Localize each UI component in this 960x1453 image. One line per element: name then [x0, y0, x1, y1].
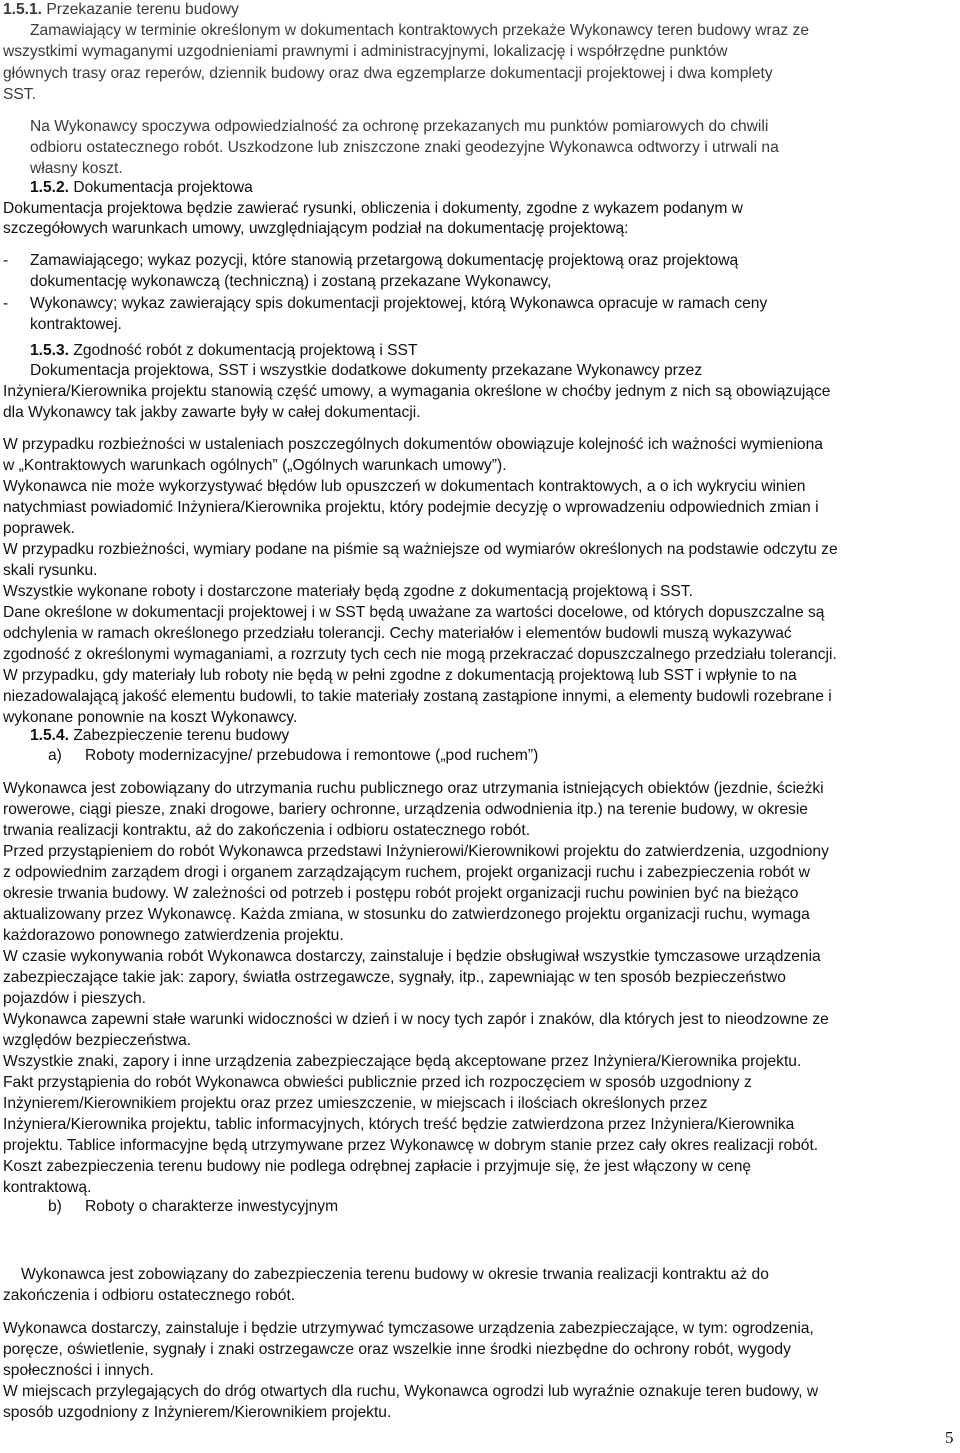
bullet-line: dokumentację wykonawczą (techniczną) i zostaną przekazane Wykonawcy, — [30, 273, 552, 290]
paragraph-line: kontraktową. — [3, 1179, 92, 1196]
paragraph-line: pojazdów i pieszych. — [3, 990, 147, 1007]
paragraph-line: Inżyniera/Kierownika projektu stanowią część umowy, a wymagania określone w choćby jednym z nich są obowiązujące — [3, 383, 831, 400]
paragraph-line: Wszystkie znaki, zapory i inne urządzenia zabezpieczające będą akceptowane przez Inżyniera/Kierownika projektu. — [3, 1053, 802, 1070]
section-number: 1.5.1. — [3, 1, 43, 18]
bullet-dash: - — [3, 252, 9, 269]
section-number: 1.5.2. — [30, 179, 70, 196]
paragraph-line: Wszystkie wykonane roboty i dostarczone materiały będą zgodne z dokumentacją projektową i SST. — [3, 583, 693, 600]
section-heading-1-5-3 — [30, 341, 417, 361]
paragraph-line: Inżynierem/Kierownikiem projektu oraz przez umieszczenie, w miejscach i ilościach określonych przez — [3, 1095, 708, 1112]
paragraph-line: Wykonawca jest zobowiązany do utrzymania ruchu publicznego oraz utrzymania istniejących obiektów (jezdnie, ścieżki — [3, 780, 824, 797]
paragraph-line: odchylenia w ramach określonego przedziału tolerancji. Cechy materiałów i elementów budowli muszą wykazywać — [3, 625, 792, 642]
section-title: Dokumentacja projektowa — [73, 179, 253, 196]
paragraph-line: projektu. Tablice informacyjne będą utrzymywane przez Wykonawcę w dobrym stanie przez cały okres realizacji robót. — [3, 1137, 819, 1154]
paragraph-line: sposób uzgodniony z Inżynierem/Kierownikiem projektu. — [3, 1404, 392, 1421]
paragraph-line: głównych trasy oraz reperów, dziennik budowy oraz dwa egzemplarze dokumentacji projektowej i dwa komplety — [3, 65, 773, 82]
paragraph-line: rowerowe, ciągi piesze, znaki drogowe, bariery ochronne, urządzenia odwodnienia itp.) na terenie budowy, w okresie — [3, 801, 808, 818]
paragraph-line: SST. — [3, 86, 36, 103]
paragraph-line: W czasie wykonywania robót Wykonawca dostarczy, zainstaluje i będzie obsługiwał wszystkie tymczasowe urządzenia — [3, 948, 821, 965]
paragraph-line: każdorazowo ponownego zatwierdzenia projektu. — [3, 927, 344, 944]
paragraph-line: Fakt przystąpienia do robót Wykonawca obwieści publicznie przed ich rozpoczęciem w sposób uzgodniony z — [3, 1074, 752, 1091]
paragraph-line: W przypadku rozbieżności, wymiary podane na piśmie są ważniejsze od wymiarów określonych na podstawie odczytu ze — [3, 541, 838, 558]
paragraph-line: Inżyniera/Kierownika projektu, tablic informacyjnych, których treść będzie zatwierdzona przez Inżyniera/Kierownika — [3, 1116, 795, 1133]
subsection-marker-b: b) — [48, 1198, 62, 1215]
paragraph-line: własny koszt. — [30, 160, 123, 177]
paragraph-line: Dokumentacja projektowa, SST i wszystkie dodatkowe dokumenty przekazane Wykonawcy przez — [30, 362, 703, 379]
paragraph-line: W przypadku rozbieżności w ustaleniach poszczególnych dokumentów obowiązuje kolejność ich ważności wymieniona — [3, 436, 823, 453]
paragraph-line: skali rysunku. — [3, 562, 98, 579]
subsection-marker-a: a) — [48, 747, 62, 764]
paragraph-line: Przed przystąpieniem do robót Wykonawca przedstawi Inżynierowi/Kierownikowi projektu do zatwierdzenia, uzgodniony — [3, 843, 829, 860]
paragraph-line: zgodność z określonymi wymaganiami, a rozrzuty tych cech nie mogą przekraczać dopuszczalnego przedziału tolerancji. — [3, 646, 837, 663]
section-heading-1-5-4 — [30, 726, 289, 746]
paragraph-line: Wykonawca zapewni stałe warunki widoczności w dzień i w nocy tych zapór i znaków, dla których jest to nieodzowne ze — [3, 1011, 829, 1028]
paragraph-line: z odpowiednim zarządem drogi i organem zarządzającym ruchem, projekt organizacji ruchu i zabezpieczenia robót w — [3, 864, 810, 881]
section-title: Przekazanie terenu budowy — [46, 1, 239, 18]
paragraph-line: Wykonawca jest zobowiązany do zabezpieczenia terenu budowy w okresie trwania realizacji kontraktu aż do — [21, 1266, 769, 1283]
paragraph-line: wszystkimi wymaganymi uzgodnieniami prawnymi i administracyjnymi, lokalizację i współrzędne punktów — [3, 43, 728, 60]
paragraph-line: poręcze, oświetlenie, sygnały i znaki ostrzegawcze oraz wszelkie inne środki niezbędne do ochrony robót, wygody — [3, 1341, 791, 1358]
paragraph-line: okresie trwania budowy. W zależności od potrzeb i postępu robót projekt organizacji ruchu powinien być na bieżąco — [3, 885, 799, 902]
bullet-line: Wykonawcy; wykaz zawierający spis dokumentacji projektowej, którą Wykonawca opracuje w ramach ceny — [30, 295, 768, 312]
paragraph-line: Wykonawca dostarczy, zainstaluje i będzie utrzymywać tymczasowe urządzenia zabezpieczające, w tym: ogrodzenia, — [3, 1320, 814, 1337]
paragraph-line: Na Wykonawcy spoczywa odpowiedzialność za ochronę przekazanych mu punktów pomiarowych do chwili — [30, 118, 769, 135]
paragraph-line: Dane określone w dokumentacji projektowej i w SST będą uważane za wartości docelowe, od których dopuszczalne są — [3, 604, 825, 621]
section-title: Zabezpieczenie terenu budowy — [73, 727, 290, 744]
section-heading-1-5-2 — [30, 178, 253, 198]
paragraph-line: niezadowalającą jakość elementu budowli, to takie materiały zostaną zastąpione innymi, a elementy budowli rozebrane i — [3, 688, 832, 705]
paragraph-line: społeczności i innych. — [3, 1362, 154, 1379]
section-heading-1-5-1 — [3, 0, 239, 20]
paragraph-line: odbioru ostatecznego robót. Uszkodzone lub zniszczone znaki geodezyjne Wykonawca odtworzy i utrwali na — [30, 139, 779, 156]
paragraph-line: W przypadku, gdy materiały lub roboty nie będą w pełni zgodne z dokumentacją projektową lub SST i wpłynie to na — [3, 667, 797, 684]
paragraph-line: W miejscach przylegających do dróg otwartych dla ruchu, Wykonawca ogrodzi lub wyraźnie oznakuje teren budowy, w — [3, 1383, 819, 1400]
paragraph-line: Dokumentacja projektowa będzie zawierać rysunki, obliczenia i dokumenty, zgodne z wykazem podanym w — [3, 200, 743, 217]
paragraph-line: Zamawiający w terminie określonym w dokumentach kontraktowych przekaże Wykonawcy teren budowy wraz ze — [30, 22, 809, 39]
bullet-dash: - — [3, 295, 9, 312]
paragraph-line: zabezpieczające takie jak: zapory, światła ostrzegawcze, sygnały, itp., zapewniając w ten sposób bezpieczeństwo — [3, 969, 786, 986]
page-number: 5 — [945, 1428, 954, 1447]
paragraph-line: aktualizowany przez Wykonawcę. Każda zmiana, w stosunku do zatwierdzonego projektu organizacji ruchu, wymaga — [3, 906, 810, 923]
paragraph-line: zakończenia i odbioru ostatecznego robót. — [3, 1287, 296, 1304]
bullet-line: Zamawiającego; wykaz pozycji, które stanowią przetargową dokumentację projektową oraz projektową — [30, 252, 739, 269]
paragraph-line: względów bezpieczeństwa. — [3, 1032, 192, 1049]
paragraph-line: szczegółowych warunkach umowy, uwzględniającym podział na dokumentację projektową: — [3, 220, 629, 237]
paragraph-line: wykonane ponownie na koszt Wykonawcy. — [3, 709, 298, 726]
section-number: 1.5.4. — [30, 727, 70, 744]
subsection-title-b: Roboty o charakterze inwestycyjnym — [85, 1198, 339, 1215]
paragraph-line: w „Kontraktowych warunkach ogólnych” („Ogólnych warunkach umowy”). — [3, 457, 507, 474]
paragraph-line: poprawek. — [3, 520, 75, 537]
paragraph-line: dla Wykonawcy tak jakby zawarte były w całej dokumentacji. — [3, 404, 421, 421]
paragraph-line: natychmiast powiadomić Inżyniera/Kierownika projektu, który podejmie decyzję o wprowadzeniu odpowiednich zmian i — [3, 499, 819, 516]
paragraph-line: trwania realizacji kontraktu, aż do zakończenia i odbioru ostatecznego robót. — [3, 822, 531, 839]
subsection-title-a: Roboty modernizacyjne/ przebudowa i remontowe („pod ruchem”) — [85, 747, 539, 764]
section-title: Zgodność robót z dokumentacją projektową i SST — [73, 342, 418, 359]
paragraph-line: Wykonawca nie może wykorzystywać błędów lub opuszczeń w dokumentach kontraktowych, a o ich wykryciu winien — [3, 478, 806, 495]
section-number: 1.5.3. — [30, 342, 70, 359]
bullet-line: kontraktowej. — [30, 316, 122, 333]
paragraph-line: Koszt zabezpieczenia terenu budowy nie podlega odrębnej zapłacie i przyjmuje się, że jest włączony w cenę — [3, 1158, 752, 1175]
